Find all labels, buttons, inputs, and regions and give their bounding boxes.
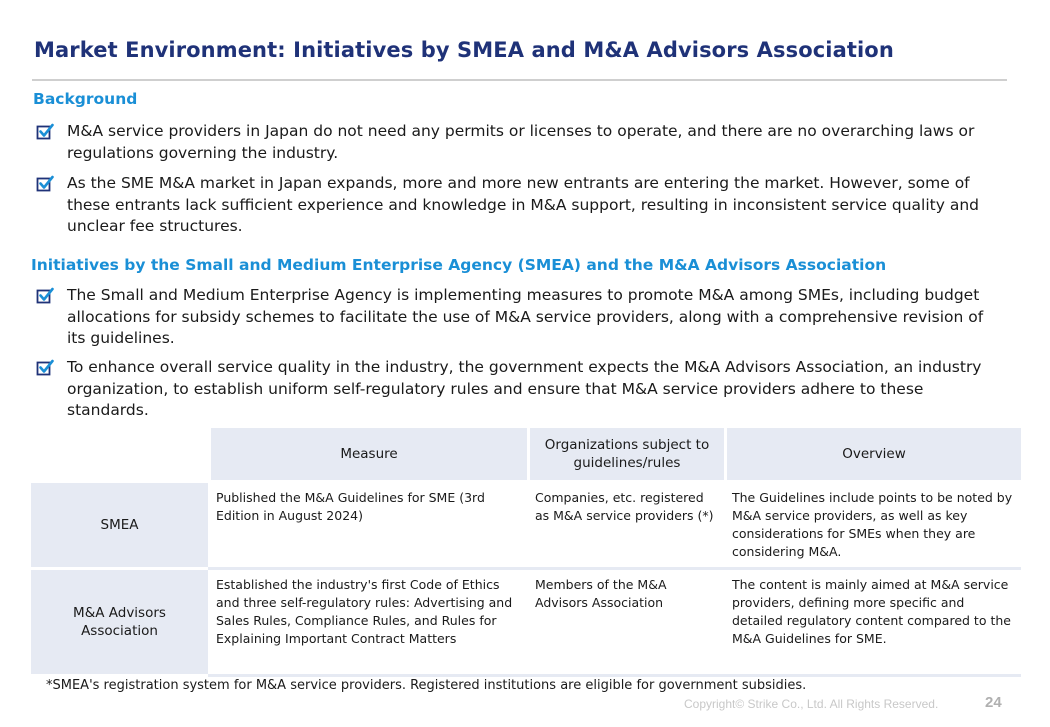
initiatives-table [31, 428, 1021, 677]
row-header-ma-advisors-association: M&A Advisors Association [31, 570, 208, 677]
footnote: *SMEA's registration system for M&A service providers. Registered institutions are eligible for government subsidies. [46, 678, 807, 693]
checkbox-checked-icon [36, 287, 54, 305]
table-corner-cell [31, 428, 208, 483]
page-title: Market Environment: Initiatives by SMEA and M&A Advisors Association [34, 38, 894, 62]
bullet-text: As the SME M&A market in Japan expands, more and more new entrants are entering the market. However, some of these entrants lack sufficient experience and knowledge in M&A support, resulting in inconsistent service quality and unclear fee structures. [67, 174, 979, 235]
bullet-item [36, 121, 996, 164]
cell-overview: The content is mainly aimed at M&A service providers, defining more specific and detailed regulatory content compared to the M&A Guidelines for SME. [724, 570, 1021, 677]
bullet-text: To enhance overall service quality in the industry, the government expects the M&A Advisors Association, an industry organization, to establish uniform self-regulatory rules and ensure that M&A service providers adhere to these standards. [67, 358, 982, 419]
table-header-row [31, 428, 1021, 483]
bullet-item [36, 357, 996, 422]
bullet-item [36, 285, 996, 350]
column-header-subject: Organizations subject to guidelines/rules [527, 428, 724, 483]
page-number: 24 [985, 694, 1002, 711]
cell-subject: Companies, etc. registered as M&A service providers (*) [527, 483, 724, 570]
row-header-smea: SMEA [31, 483, 208, 570]
checkbox-checked-icon [36, 123, 54, 141]
bullet-text: The Small and Medium Enterprise Agency is implementing measures to promote M&A among SMEs, including budget allocations for subsidy schemes to facilitate the use of M&A service providers, along with a comprehensive revision of its guidelines. [67, 286, 984, 347]
column-header-overview: Overview [724, 428, 1021, 483]
bullet-text: M&A service providers in Japan do not need any permits or licenses to operate, and there are no overarching laws or regulations governing the industry. [67, 122, 975, 162]
checkbox-checked-icon [36, 175, 54, 193]
cell-measure: Published the M&A Guidelines for SME (3rd Edition in August 2024) [208, 483, 527, 570]
title-divider [32, 79, 1007, 81]
copyright: Copyright© Strike Co., Ltd. All Rights Reserved. [684, 697, 939, 711]
cell-overview: The Guidelines include points to be noted by M&A service providers, as well as key considerations for SMEs when they are considering M&A. [724, 483, 1021, 570]
section-heading-initiatives: Initiatives by the Small and Medium Enterprise Agency (SMEA) and the M&A Advisors Association [31, 256, 887, 274]
cell-subject: Members of the M&A Advisors Association [527, 570, 724, 677]
section-heading-background: Background [33, 90, 138, 108]
column-header-measure: Measure [208, 428, 527, 483]
checkbox-checked-icon [36, 359, 54, 377]
cell-measure: Established the industry's first Code of Ethics and three self-regulatory rules: Advertising and Sales Rules, Compliance Rules, and Rules for Explaining Important Contract Matters [208, 570, 527, 677]
bullet-item [36, 173, 996, 238]
table-row [31, 570, 1021, 677]
table-row [31, 483, 1021, 570]
